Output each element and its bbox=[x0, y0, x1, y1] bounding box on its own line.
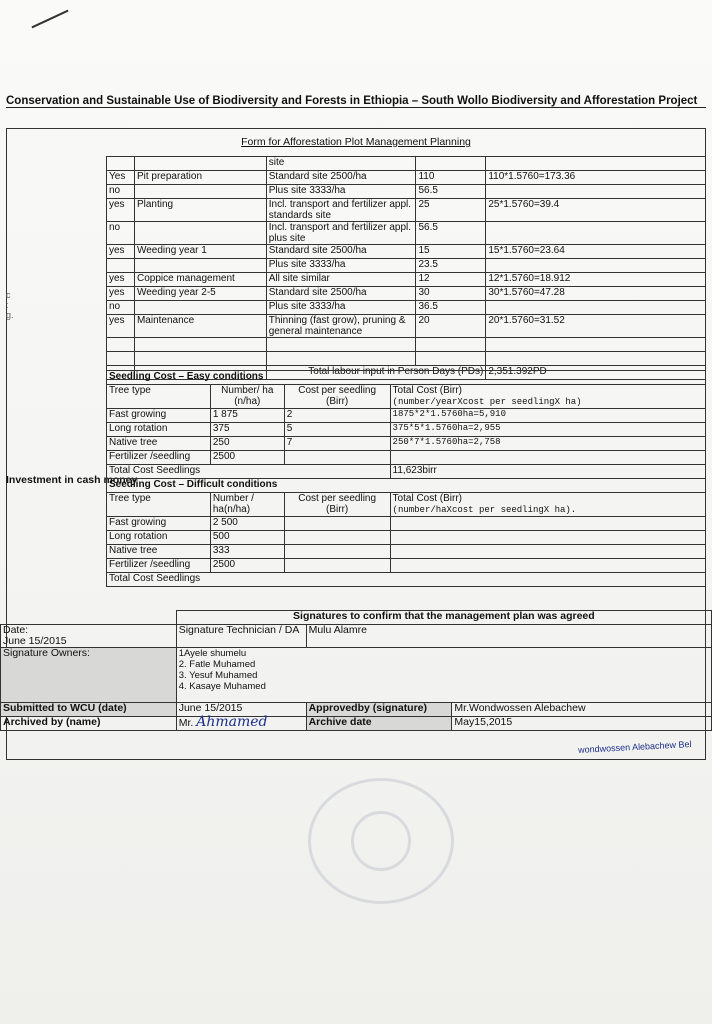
table-row: yes Weeding year 1 Standard site 2500/ha 15 15*1.5760=23.64 bbox=[107, 245, 706, 259]
table-row: Long rotation 375 5 375*5*1.5760ha=2,955 bbox=[107, 423, 706, 437]
investment-label: Investment in cash money bbox=[6, 474, 138, 486]
table-row: Submitted to WCU (date) June 15/2015 Approvedby (signature) Mr.Wondwossen Alebachew bbox=[1, 703, 712, 717]
table-row: yes Weeding year 2-5 Standard site 2500/ha 30 30*1.5760=47.28 bbox=[107, 287, 706, 301]
signature-table bbox=[0, 610, 712, 731]
table-row: Fast growing 2 500 bbox=[107, 517, 706, 531]
seedling-table bbox=[106, 370, 706, 587]
table-row: no Incl. transport and fertilizer appl. plus site 56.5 bbox=[107, 222, 706, 245]
table-row bbox=[107, 338, 706, 352]
table-row: no Plus site 3333/ha 36.5 bbox=[107, 301, 706, 315]
pen-mark bbox=[31, 10, 68, 29]
table-row: yes Maintenance Thinning (fast grow), pruning & general maintenance 20 20*1.5760=31.52 bbox=[107, 315, 706, 338]
approver-handwriting: wondwossen Alebachew Bel bbox=[577, 739, 692, 755]
table-row: Tree type Number / ha(n/ha) Cost per seedling (Birr) Total Cost (Birr) (number/haXcost per seedlingX ha). bbox=[107, 493, 706, 517]
difficult-title: Seedling Cost – Difficult conditions bbox=[107, 479, 706, 493]
table-row: Fertilizer /seedling 2500 bbox=[107, 451, 706, 465]
table-row: yes Planting Incl. transport and fertilizer appl. standards site 25 25*1.5760=39.4 bbox=[107, 199, 706, 222]
table-row: Archived by (name) Mr. Ahmamed Archive date May15,2015 bbox=[1, 717, 712, 731]
table-row: Total Cost Seedlings bbox=[107, 573, 706, 587]
table-row: Total Cost Seedlings 11,623birr bbox=[107, 465, 706, 479]
table-row: Yes Pit preparation Standard site 2500/ha 110 110*1.5760=173.36 bbox=[107, 171, 706, 185]
table-row: Native tree 333 bbox=[107, 545, 706, 559]
table-row: Long rotation 500 bbox=[107, 531, 706, 545]
easy-title: Seedling Cost – Easy conditions bbox=[107, 371, 706, 385]
table-row bbox=[107, 352, 706, 366]
table-row: Tree type Number/ ha (n/ha) Cost per seedling (Birr) Total Cost (Birr) (number/yearXcost per seedlingX ha) bbox=[107, 385, 706, 409]
signatures-heading: Signatures to confirm that the management plan was agreed bbox=[176, 611, 711, 625]
table-row: Native tree 250 7 250*7*1.5760ha=2,758 bbox=[107, 437, 706, 451]
table-row: Date: June 15/2015 Signature Technician / DA Mulu Alamre bbox=[1, 625, 712, 648]
office-stamp bbox=[308, 778, 454, 904]
table-row: no Plus site 3333/ha 56.5 bbox=[107, 185, 706, 199]
table-row: Total labour input in Person Days (PDs) 2,351.392PD bbox=[107, 366, 706, 380]
table-row: Plus site 3333/ha 23.5 bbox=[107, 259, 706, 273]
table-row: Signature Owners: 1Ayele shumelu 2. Fatle Muhamed 3. Yesuf Muhamed 4. Kasaye Muhamed bbox=[1, 648, 712, 703]
margin-marks: c : g. bbox=[6, 290, 14, 320]
archived-signature: Ahmamed bbox=[196, 714, 268, 730]
table-row: site bbox=[107, 157, 706, 171]
table-row: yes Coppice management All site similar 12 12*1.5760=18.912 bbox=[107, 273, 706, 287]
form-title: Form for Afforestation Plot Management Planning bbox=[241, 136, 471, 148]
table-row: Fertilizer /seedling 2500 bbox=[107, 559, 706, 573]
document-title: Conservation and Sustainable Use of Biodiversity and Forests in Ethiopia – South Wollo Biodiversity and Afforestation Project bbox=[6, 95, 706, 108]
table-row: Fast growing 1 875 2 1875*2*1.5760ha=5,910 bbox=[107, 409, 706, 423]
labour-table bbox=[106, 156, 706, 380]
